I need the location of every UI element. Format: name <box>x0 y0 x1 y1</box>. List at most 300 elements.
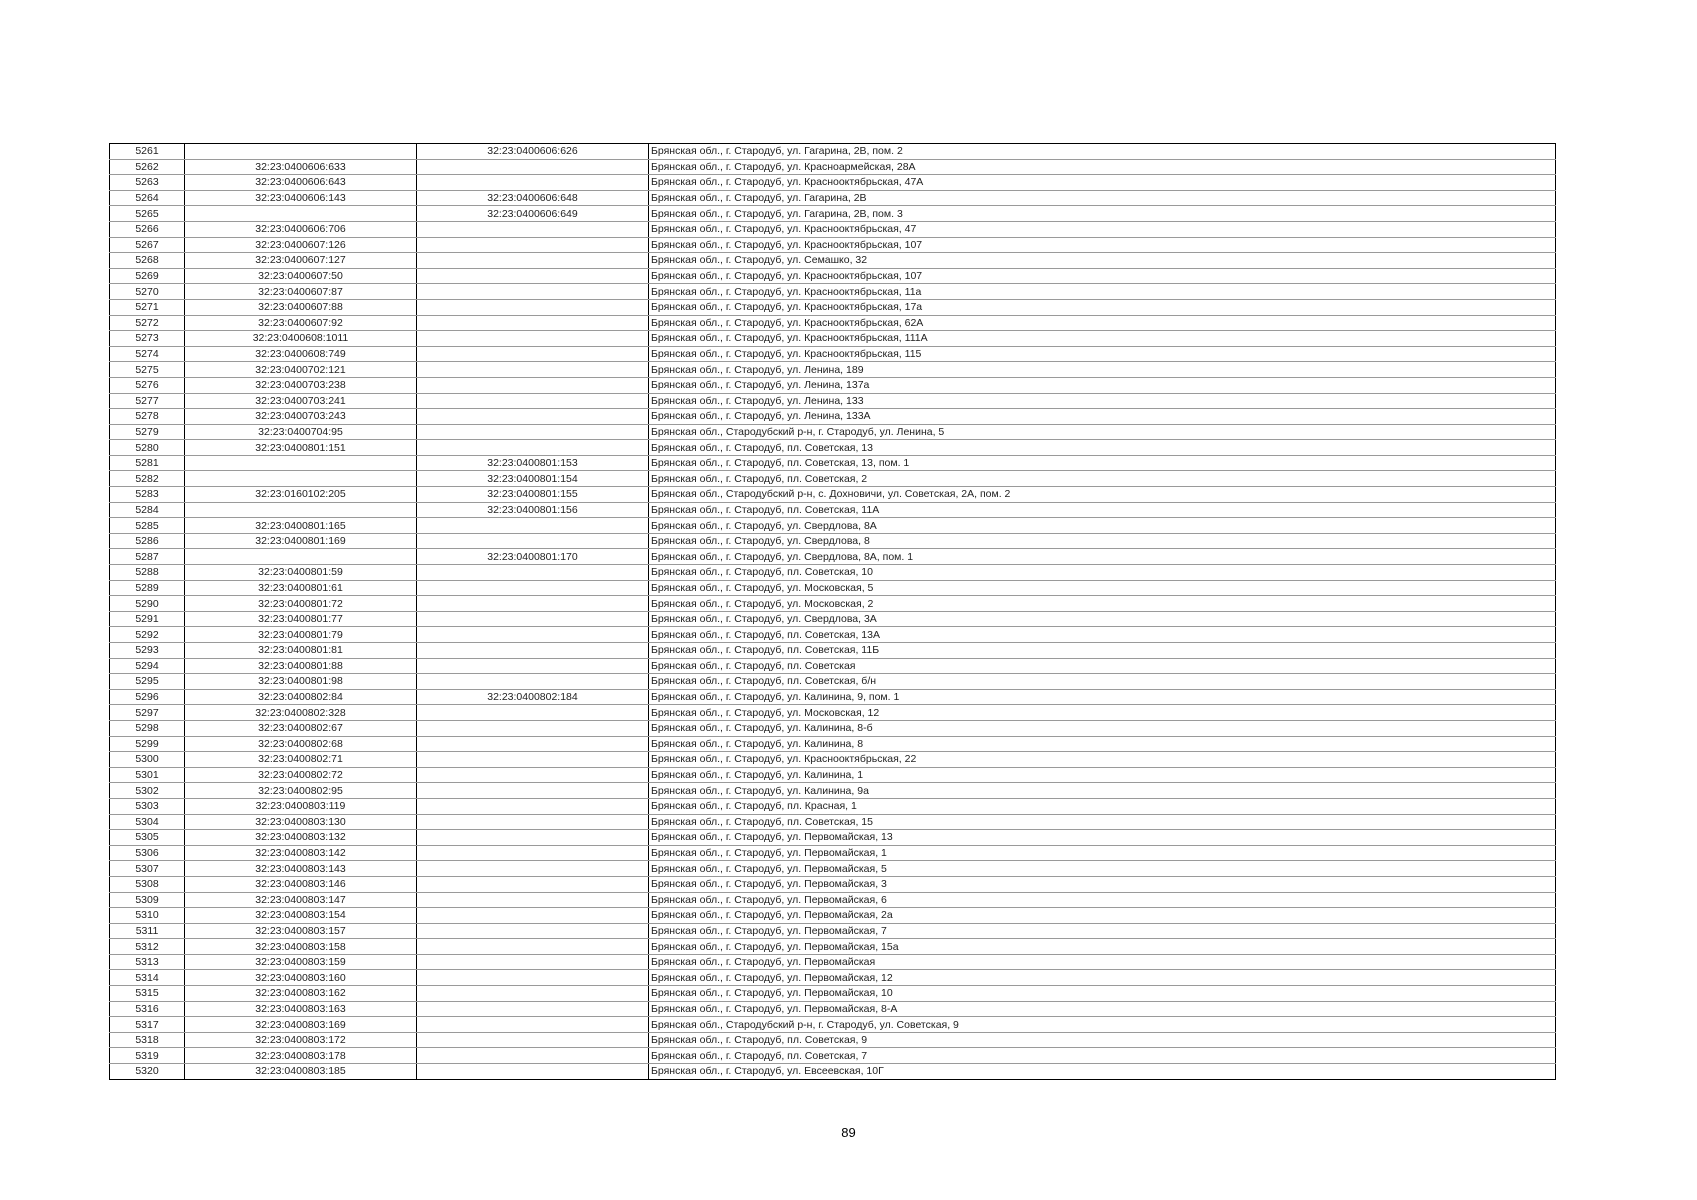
cadastral-number-cell: 32:23:0400803:157 <box>185 923 417 939</box>
room-cadastral-number-cell <box>417 830 649 846</box>
room-cadastral-number-cell <box>417 565 649 581</box>
address-cell: Брянская обл., г. Стародуб, ул. Первомайская, 13 <box>649 830 1556 846</box>
row-number-cell: 5320 <box>110 1064 185 1080</box>
room-cadastral-number-cell <box>417 1001 649 1017</box>
address-cell: Брянская обл., г. Стародуб, ул. Красноармейская, 28А <box>649 159 1556 175</box>
table-row <box>110 440 1556 456</box>
room-cadastral-number-cell <box>417 299 649 315</box>
room-cadastral-number-cell <box>417 440 649 456</box>
table-row <box>110 705 1556 721</box>
cadastral-number-cell: 32:23:0400803:158 <box>185 939 417 955</box>
row-number-cell: 5292 <box>110 627 185 643</box>
room-cadastral-number-cell: 32:23:0400801:156 <box>417 502 649 518</box>
table-row <box>110 986 1556 1002</box>
table-row <box>110 455 1556 471</box>
address-cell: Брянская обл., г. Стародуб, ул. Калинина, 1 <box>649 767 1556 783</box>
cadastral-number-cell: 32:23:0400803:146 <box>185 876 417 892</box>
address-cell: Брянская обл., г. Стародуб, ул. Первомайская, 1 <box>649 845 1556 861</box>
table-row <box>110 720 1556 736</box>
address-cell: Брянская обл., г. Стародуб, ул. Гагарина, 2В, пом. 3 <box>649 206 1556 222</box>
room-cadastral-number-cell <box>417 658 649 674</box>
table-row <box>110 970 1556 986</box>
room-cadastral-number-cell: 32:23:0400606:649 <box>417 206 649 222</box>
room-cadastral-number-cell <box>417 533 649 549</box>
cadastral-number-cell: 32:23:0400803:185 <box>185 1064 417 1080</box>
cadastral-number-cell: 32:23:0400803:154 <box>185 908 417 924</box>
address-cell: Брянская обл., г. Стародуб, ул. Краснооктябрьская, 62А <box>649 315 1556 331</box>
table-row <box>110 175 1556 191</box>
row-number-cell: 5262 <box>110 159 185 175</box>
address-cell: Брянская обл., г. Стародуб, ул. Калинина, 8 <box>649 736 1556 752</box>
room-cadastral-number-cell <box>417 284 649 300</box>
cadastral-number-cell: 32:23:0400607:87 <box>185 284 417 300</box>
row-number-cell: 5274 <box>110 346 185 362</box>
room-cadastral-number-cell <box>417 986 649 1002</box>
room-cadastral-number-cell <box>417 814 649 830</box>
address-cell: Брянская обл., г. Стародуб, ул. Краснооктябрьская, 17а <box>649 299 1556 315</box>
cadastral-number-cell: 32:23:0400801:77 <box>185 611 417 627</box>
cadastral-number-cell: 32:23:0400801:98 <box>185 674 417 690</box>
cadastral-number-cell: 32:23:0400801:151 <box>185 440 417 456</box>
table-row <box>110 221 1556 237</box>
registry-table <box>109 143 1556 1080</box>
table-row <box>110 1001 1556 1017</box>
table-row <box>110 268 1556 284</box>
row-number-cell: 5314 <box>110 970 185 986</box>
room-cadastral-number-cell <box>417 393 649 409</box>
address-cell: Брянская обл., г. Стародуб, ул. Первомайская, 7 <box>649 923 1556 939</box>
cadastral-number-cell: 32:23:0400703:241 <box>185 393 417 409</box>
address-cell: Брянская обл., г. Стародуб, ул. Первомайская, 3 <box>649 876 1556 892</box>
table-row <box>110 767 1556 783</box>
table-row <box>110 424 1556 440</box>
room-cadastral-number-cell: 32:23:0400801:153 <box>417 455 649 471</box>
room-cadastral-number-cell: 32:23:0400801:170 <box>417 549 649 565</box>
row-number-cell: 5308 <box>110 876 185 892</box>
address-cell: Брянская обл., г. Стародуб, ул. Ленина, 137а <box>649 377 1556 393</box>
row-number-cell: 5290 <box>110 596 185 612</box>
room-cadastral-number-cell <box>417 237 649 253</box>
row-number-cell: 5279 <box>110 424 185 440</box>
table-row <box>110 206 1556 222</box>
row-number-cell: 5281 <box>110 455 185 471</box>
table-row <box>110 627 1556 643</box>
room-cadastral-number-cell <box>417 923 649 939</box>
address-cell: Брянская обл., г. Стародуб, ул. Свердлова, 8А <box>649 518 1556 534</box>
table-row <box>110 487 1556 503</box>
cadastral-number-cell: 32:23:0400803:143 <box>185 861 417 877</box>
room-cadastral-number-cell <box>417 362 649 378</box>
address-cell: Брянская обл., г. Стародуб, ул. Первомайская, 8-А <box>649 1001 1556 1017</box>
cadastral-number-cell: 32:23:0400801:72 <box>185 596 417 612</box>
row-number-cell: 5283 <box>110 487 185 503</box>
table-row <box>110 253 1556 269</box>
room-cadastral-number-cell: 32:23:0400606:648 <box>417 190 649 206</box>
cadastral-number-cell <box>185 549 417 565</box>
row-number-cell: 5278 <box>110 409 185 425</box>
row-number-cell: 5318 <box>110 1032 185 1048</box>
table-row <box>110 783 1556 799</box>
cadastral-number-cell <box>185 206 417 222</box>
cadastral-number-cell: 32:23:0400802:84 <box>185 689 417 705</box>
room-cadastral-number-cell <box>417 175 649 191</box>
room-cadastral-number-cell <box>417 752 649 768</box>
table-row <box>110 580 1556 596</box>
cadastral-number-cell <box>185 455 417 471</box>
address-cell: Брянская обл., г. Стародуб, пл. Советская, 11А <box>649 502 1556 518</box>
cadastral-number-cell <box>185 502 417 518</box>
table-row <box>110 658 1556 674</box>
room-cadastral-number-cell <box>417 331 649 347</box>
table-row <box>110 1048 1556 1064</box>
room-cadastral-number-cell: 32:23:0400801:155 <box>417 487 649 503</box>
cadastral-number-cell: 32:23:0400801:61 <box>185 580 417 596</box>
room-cadastral-number-cell <box>417 409 649 425</box>
table-row <box>110 331 1556 347</box>
row-number-cell: 5296 <box>110 689 185 705</box>
row-number-cell: 5315 <box>110 986 185 1002</box>
address-cell: Брянская обл., г. Стародуб, ул. Краснооктябрьская, 115 <box>649 346 1556 362</box>
row-number-cell: 5267 <box>110 237 185 253</box>
address-cell: Брянская обл., г. Стародуб, ул. Гагарина, 2В, пом. 2 <box>649 144 1556 160</box>
room-cadastral-number-cell <box>417 908 649 924</box>
room-cadastral-number-cell <box>417 518 649 534</box>
cadastral-number-cell: 32:23:0400803:172 <box>185 1032 417 1048</box>
room-cadastral-number-cell <box>417 970 649 986</box>
cadastral-number-cell: 32:23:0400607:127 <box>185 253 417 269</box>
cadastral-number-cell: 32:23:0400607:88 <box>185 299 417 315</box>
room-cadastral-number-cell <box>417 736 649 752</box>
row-number-cell: 5285 <box>110 518 185 534</box>
address-cell: Брянская обл., г. Стародуб, ул. Свердлова, 3А <box>649 611 1556 627</box>
table-row <box>110 362 1556 378</box>
row-number-cell: 5264 <box>110 190 185 206</box>
table-row <box>110 144 1556 160</box>
room-cadastral-number-cell <box>417 783 649 799</box>
room-cadastral-number-cell: 32:23:0400802:184 <box>417 689 649 705</box>
room-cadastral-number-cell <box>417 596 649 612</box>
cadastral-number-cell: 32:23:0400801:88 <box>185 658 417 674</box>
row-number-cell: 5270 <box>110 284 185 300</box>
table-row <box>110 299 1556 315</box>
cadastral-number-cell: 32:23:0400606:633 <box>185 159 417 175</box>
table-row <box>110 892 1556 908</box>
cadastral-number-cell: 32:23:0400703:238 <box>185 377 417 393</box>
row-number-cell: 5269 <box>110 268 185 284</box>
table-row <box>110 611 1556 627</box>
room-cadastral-number-cell <box>417 1048 649 1064</box>
row-number-cell: 5271 <box>110 299 185 315</box>
row-number-cell: 5280 <box>110 440 185 456</box>
table-row <box>110 689 1556 705</box>
room-cadastral-number-cell <box>417 892 649 908</box>
table-row <box>110 830 1556 846</box>
address-cell: Брянская обл., г. Стародуб, ул. Краснооктябрьская, 47 <box>649 221 1556 237</box>
row-number-cell: 5265 <box>110 206 185 222</box>
table-row <box>110 752 1556 768</box>
table-row <box>110 533 1556 549</box>
row-number-cell: 5295 <box>110 674 185 690</box>
table-row <box>110 190 1556 206</box>
cadastral-number-cell <box>185 144 417 160</box>
address-cell: Брянская обл., г. Стародуб, ул. Калинина, 8-б <box>649 720 1556 736</box>
address-cell: Брянская обл., г. Стародуб, ул. Краснооктябрьская, 107 <box>649 237 1556 253</box>
row-number-cell: 5300 <box>110 752 185 768</box>
address-cell: Брянская обл., г. Стародуб, пл. Советская, 9 <box>649 1032 1556 1048</box>
row-number-cell: 5261 <box>110 144 185 160</box>
table-row <box>110 814 1556 830</box>
room-cadastral-number-cell <box>417 377 649 393</box>
row-number-cell: 5307 <box>110 861 185 877</box>
row-number-cell: 5294 <box>110 658 185 674</box>
room-cadastral-number-cell <box>417 159 649 175</box>
row-number-cell: 5297 <box>110 705 185 721</box>
address-cell: Брянская обл., г. Стародуб, ул. Ленина, 133 <box>649 393 1556 409</box>
address-cell: Брянская обл., г. Стародуб, ул. Свердлова, 8 <box>649 533 1556 549</box>
cadastral-number-cell: 32:23:0160102:205 <box>185 487 417 503</box>
row-number-cell: 5275 <box>110 362 185 378</box>
row-number-cell: 5276 <box>110 377 185 393</box>
address-cell: Брянская обл., г. Стародуб, ул. Калинина, 9, пом. 1 <box>649 689 1556 705</box>
room-cadastral-number-cell <box>417 954 649 970</box>
table-row <box>110 923 1556 939</box>
cadastral-number-cell: 32:23:0400801:59 <box>185 565 417 581</box>
address-cell: Брянская обл., г. Стародуб, ул. Краснооктябрьская, 11а <box>649 284 1556 300</box>
row-number-cell: 5268 <box>110 253 185 269</box>
cadastral-number-cell <box>185 471 417 487</box>
address-cell: Брянская обл., г. Стародуб, ул. Первомайская, 15а <box>649 939 1556 955</box>
row-number-cell: 5309 <box>110 892 185 908</box>
cadastral-number-cell: 32:23:0400606:643 <box>185 175 417 191</box>
table-row <box>110 1032 1556 1048</box>
room-cadastral-number-cell <box>417 1032 649 1048</box>
address-cell: Брянская обл., г. Стародуб, ул. Ленина, 189 <box>649 362 1556 378</box>
cadastral-number-cell: 32:23:0400606:706 <box>185 221 417 237</box>
address-cell: Брянская обл., Стародубский р-н, г. Стародуб, ул. Ленина, 5 <box>649 424 1556 440</box>
address-cell: Брянская обл., г. Стародуб, ул. Свердлова, 8А, пом. 1 <box>649 549 1556 565</box>
row-number-cell: 5293 <box>110 643 185 659</box>
table-row <box>110 861 1556 877</box>
row-number-cell: 5291 <box>110 611 185 627</box>
cadastral-number-cell: 32:23:0400801:169 <box>185 533 417 549</box>
row-number-cell: 5310 <box>110 908 185 924</box>
cadastral-number-cell: 32:23:0400703:243 <box>185 409 417 425</box>
room-cadastral-number-cell <box>417 424 649 440</box>
address-cell: Брянская обл., г. Стародуб, ул. Краснооктябрьская, 111А <box>649 331 1556 347</box>
address-cell: Брянская обл., г. Стародуб, ул. Первомайская, 6 <box>649 892 1556 908</box>
cadastral-number-cell: 32:23:0400801:81 <box>185 643 417 659</box>
address-cell: Брянская обл., Стародубский р-н, с. Дохновичи, ул. Советская, 2А, пом. 2 <box>649 487 1556 503</box>
row-number-cell: 5311 <box>110 923 185 939</box>
address-cell: Брянская обл., г. Стародуб, ул. Первомайская, 12 <box>649 970 1556 986</box>
address-cell: Брянская обл., г. Стародуб, ул. Первомайская, 5 <box>649 861 1556 877</box>
cadastral-number-cell: 32:23:0400802:95 <box>185 783 417 799</box>
row-number-cell: 5317 <box>110 1017 185 1033</box>
room-cadastral-number-cell <box>417 861 649 877</box>
row-number-cell: 5284 <box>110 502 185 518</box>
address-cell: Брянская обл., г. Стародуб, ул. Ленина, 133А <box>649 409 1556 425</box>
address-cell: Брянская обл., г. Стародуб, ул. Первомайская, 10 <box>649 986 1556 1002</box>
cadastral-number-cell: 32:23:0400803:147 <box>185 892 417 908</box>
cadastral-number-cell: 32:23:0400803:178 <box>185 1048 417 1064</box>
address-cell: Брянская обл., г. Стародуб, пл. Советская, 7 <box>649 1048 1556 1064</box>
page-number: 89 <box>841 1125 856 1140</box>
address-cell: Брянская обл., г. Стародуб, ул. Краснооктябрьская, 107 <box>649 268 1556 284</box>
table-row <box>110 377 1556 393</box>
table-row <box>110 518 1556 534</box>
room-cadastral-number-cell <box>417 611 649 627</box>
table-row <box>110 471 1556 487</box>
table-row <box>110 876 1556 892</box>
address-cell: Брянская обл., г. Стародуб, ул. Первомайская, 2а <box>649 908 1556 924</box>
address-cell: Брянская обл., г. Стародуб, пл. Советская, 11Б <box>649 643 1556 659</box>
table-row <box>110 315 1556 331</box>
address-cell: Брянская обл., г. Стародуб, ул. Гагарина, 2В <box>649 190 1556 206</box>
room-cadastral-number-cell <box>417 705 649 721</box>
table-row <box>110 939 1556 955</box>
address-cell: Брянская обл., Стародубский р-н, г. Стародуб, ул. Советская, 9 <box>649 1017 1556 1033</box>
cadastral-number-cell: 32:23:0400803:163 <box>185 1001 417 1017</box>
table-row <box>110 565 1556 581</box>
table-row <box>110 1064 1556 1080</box>
table-row <box>110 596 1556 612</box>
row-number-cell: 5304 <box>110 814 185 830</box>
cadastral-number-cell: 32:23:0400803:130 <box>185 814 417 830</box>
room-cadastral-number-cell <box>417 1064 649 1080</box>
row-number-cell: 5301 <box>110 767 185 783</box>
cadastral-number-cell: 32:23:0400802:71 <box>185 752 417 768</box>
address-cell: Брянская обл., г. Стародуб, ул. Московская, 2 <box>649 596 1556 612</box>
row-number-cell: 5299 <box>110 736 185 752</box>
table-row <box>110 346 1556 362</box>
address-cell: Брянская обл., г. Стародуб, пл. Советская, б/н <box>649 674 1556 690</box>
cadastral-number-cell: 32:23:0400803:162 <box>185 986 417 1002</box>
row-number-cell: 5316 <box>110 1001 185 1017</box>
room-cadastral-number-cell <box>417 1017 649 1033</box>
room-cadastral-number-cell <box>417 221 649 237</box>
row-number-cell: 5319 <box>110 1048 185 1064</box>
row-number-cell: 5312 <box>110 939 185 955</box>
cadastral-number-cell: 32:23:0400607:50 <box>185 268 417 284</box>
room-cadastral-number-cell <box>417 876 649 892</box>
row-number-cell: 5303 <box>110 798 185 814</box>
table-row <box>110 393 1556 409</box>
cadastral-number-cell: 32:23:0400803:119 <box>185 798 417 814</box>
table-row <box>110 954 1556 970</box>
table-row <box>110 159 1556 175</box>
row-number-cell: 5277 <box>110 393 185 409</box>
cadastral-number-cell: 32:23:0400704:95 <box>185 424 417 440</box>
room-cadastral-number-cell <box>417 798 649 814</box>
address-cell: Брянская обл., г. Стародуб, ул. Первомайская <box>649 954 1556 970</box>
table-row <box>110 736 1556 752</box>
row-number-cell: 5289 <box>110 580 185 596</box>
address-cell: Брянская обл., г. Стародуб, ул. Краснооктябрьская, 22 <box>649 752 1556 768</box>
address-cell: Брянская обл., г. Стародуб, пл. Советская, 13 <box>649 440 1556 456</box>
table-row <box>110 798 1556 814</box>
registry-table-body <box>110 144 1556 1080</box>
cadastral-number-cell: 32:23:0400802:72 <box>185 767 417 783</box>
row-number-cell: 5313 <box>110 954 185 970</box>
address-cell: Брянская обл., г. Стародуб, ул. Калинина, 9а <box>649 783 1556 799</box>
address-cell: Брянская обл., г. Стародуб, пл. Советская, 2 <box>649 471 1556 487</box>
room-cadastral-number-cell <box>417 674 649 690</box>
room-cadastral-number-cell <box>417 580 649 596</box>
table-row <box>110 409 1556 425</box>
row-number-cell: 5272 <box>110 315 185 331</box>
address-cell: Брянская обл., г. Стародуб, ул. Краснооктябрьская, 47А <box>649 175 1556 191</box>
table-row <box>110 237 1556 253</box>
room-cadastral-number-cell <box>417 845 649 861</box>
row-number-cell: 5263 <box>110 175 185 191</box>
table-row <box>110 674 1556 690</box>
row-number-cell: 5286 <box>110 533 185 549</box>
cadastral-number-cell: 32:23:0400607:92 <box>185 315 417 331</box>
cadastral-number-cell: 32:23:0400607:126 <box>185 237 417 253</box>
row-number-cell: 5298 <box>110 720 185 736</box>
table-row <box>110 643 1556 659</box>
cadastral-number-cell: 32:23:0400608:1011 <box>185 331 417 347</box>
cadastral-number-cell: 32:23:0400803:160 <box>185 970 417 986</box>
cadastral-number-cell: 32:23:0400801:79 <box>185 627 417 643</box>
address-cell: Брянская обл., г. Стародуб, пл. Советская, 13А <box>649 627 1556 643</box>
address-cell: Брянская обл., г. Стародуб, ул. Евсеевская, 10Г <box>649 1064 1556 1080</box>
cadastral-number-cell: 32:23:0400802:328 <box>185 705 417 721</box>
table-row <box>110 1017 1556 1033</box>
room-cadastral-number-cell <box>417 253 649 269</box>
cadastral-number-cell: 32:23:0400702:121 <box>185 362 417 378</box>
cadastral-number-cell: 32:23:0400606:143 <box>185 190 417 206</box>
room-cadastral-number-cell <box>417 268 649 284</box>
room-cadastral-number-cell <box>417 939 649 955</box>
room-cadastral-number-cell <box>417 720 649 736</box>
cadastral-number-cell: 32:23:0400802:68 <box>185 736 417 752</box>
table-row <box>110 845 1556 861</box>
row-number-cell: 5266 <box>110 221 185 237</box>
address-cell: Брянская обл., г. Стародуб, пл. Советская, 15 <box>649 814 1556 830</box>
table-row <box>110 502 1556 518</box>
address-cell: Брянская обл., г. Стародуб, пл. Советская, 10 <box>649 565 1556 581</box>
address-cell: Брянская обл., г. Стародуб, ул. Московская, 5 <box>649 580 1556 596</box>
row-number-cell: 5305 <box>110 830 185 846</box>
cadastral-number-cell: 32:23:0400803:169 <box>185 1017 417 1033</box>
table-row <box>110 284 1556 300</box>
room-cadastral-number-cell: 32:23:0400606:626 <box>417 144 649 160</box>
row-number-cell: 5302 <box>110 783 185 799</box>
cadastral-number-cell: 32:23:0400801:165 <box>185 518 417 534</box>
room-cadastral-number-cell <box>417 767 649 783</box>
room-cadastral-number-cell <box>417 627 649 643</box>
row-number-cell: 5306 <box>110 845 185 861</box>
row-number-cell: 5288 <box>110 565 185 581</box>
row-number-cell: 5273 <box>110 331 185 347</box>
address-cell: Брянская обл., г. Стародуб, пл. Красная, 1 <box>649 798 1556 814</box>
table-row <box>110 549 1556 565</box>
cadastral-number-cell: 32:23:0400803:142 <box>185 845 417 861</box>
address-cell: Брянская обл., г. Стародуб, ул. Московская, 12 <box>649 705 1556 721</box>
cadastral-number-cell: 32:23:0400803:132 <box>185 830 417 846</box>
cadastral-number-cell: 32:23:0400802:67 <box>185 720 417 736</box>
room-cadastral-number-cell: 32:23:0400801:154 <box>417 471 649 487</box>
cadastral-number-cell: 32:23:0400803:159 <box>185 954 417 970</box>
room-cadastral-number-cell <box>417 643 649 659</box>
address-cell: Брянская обл., г. Стародуб, пл. Советская <box>649 658 1556 674</box>
row-number-cell: 5287 <box>110 549 185 565</box>
table-row <box>110 908 1556 924</box>
cadastral-number-cell: 32:23:0400608:749 <box>185 346 417 362</box>
room-cadastral-number-cell <box>417 315 649 331</box>
room-cadastral-number-cell <box>417 346 649 362</box>
